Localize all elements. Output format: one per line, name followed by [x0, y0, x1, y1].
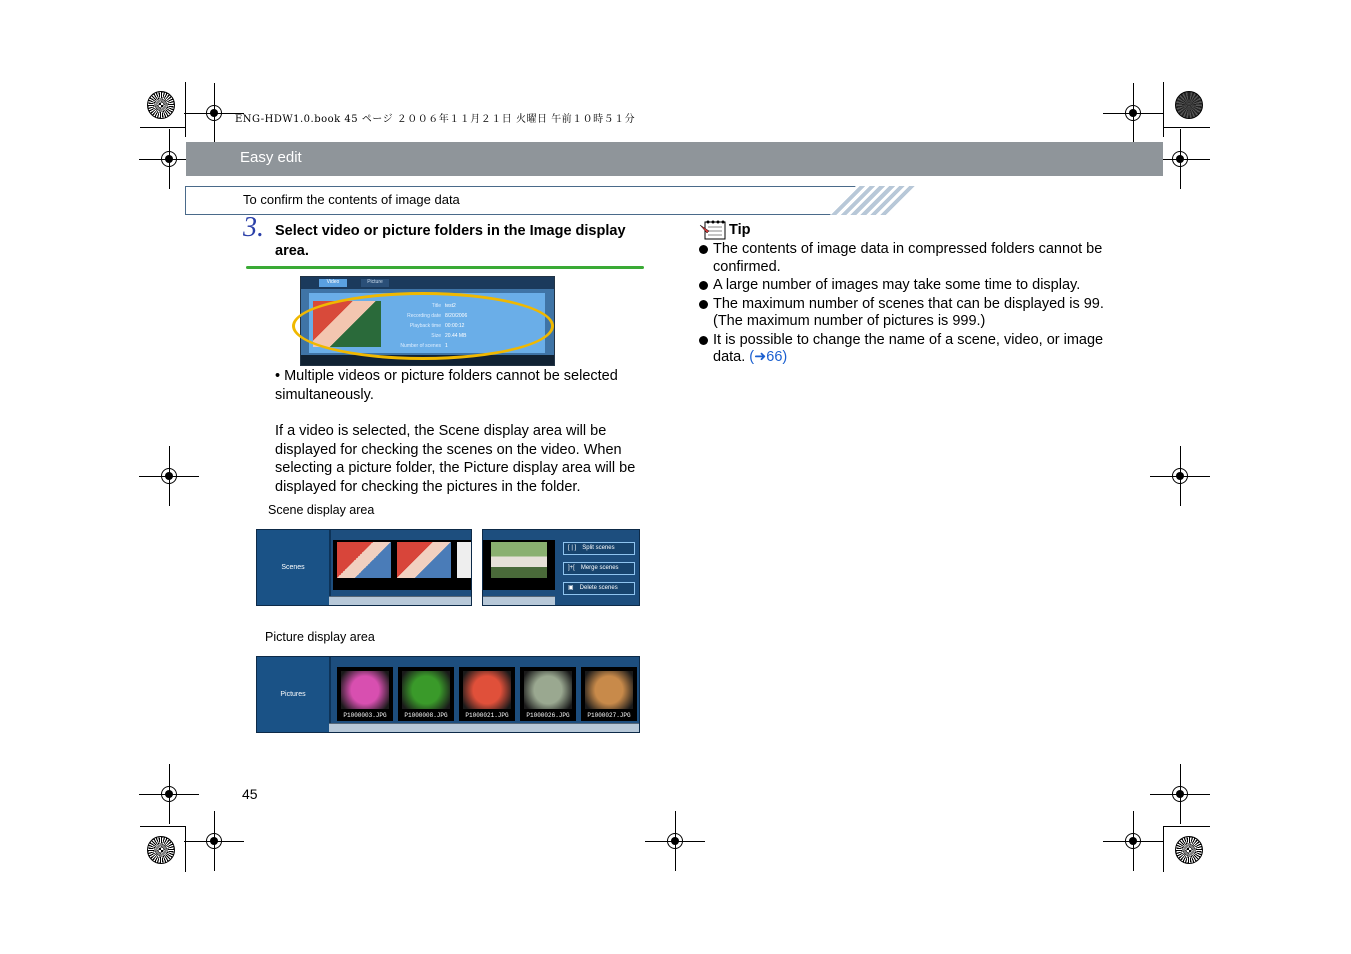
highlight-oval [292, 292, 554, 360]
crop-line [185, 82, 186, 137]
picture-thumbnail[interactable]: P1000003.JPG [337, 667, 393, 721]
book-slug-line: ENG-HDW1.0.book 45 ページ ２００６年１１月２１日 火曜日 午前１０時５１分 [235, 114, 636, 125]
picture-thumbnail[interactable]: P1000008.JPG [398, 667, 454, 721]
tip-list [698, 241, 1118, 368]
picture-image [402, 671, 450, 709]
picture-side-panel [257, 657, 331, 732]
tip-item: A large number of images may take some time to display. [698, 277, 1118, 295]
picture-image [524, 671, 572, 709]
green-divider [246, 266, 644, 269]
picture-thumbnail[interactable]: P1000027.JPG [581, 667, 637, 721]
delete-icon: ▣ [568, 585, 574, 591]
scene-display-area [256, 529, 472, 606]
info-row: Playback time 00:00:12 [409, 323, 465, 329]
scene-display-area-right [482, 529, 640, 606]
info-row: Size 20.44 MB [431, 333, 467, 339]
scene-thumbnail [397, 542, 451, 578]
subsection-header [185, 186, 886, 215]
picture-display-area [256, 656, 640, 733]
picture-thumbnail[interactable]: P1000026.JPG [520, 667, 576, 721]
picture-thumbnail[interactable]: P1000021.JPG [459, 667, 515, 721]
scene-scrollbar[interactable] [329, 596, 471, 605]
page-number: 45 [242, 786, 258, 802]
tip-item: The contents of image data in compressed folders cannot be confirmed. [698, 241, 1118, 276]
scene-thumbnail [491, 542, 547, 578]
tip-item: The maximum number of scenes that can be displayed is 99. (The maximum number of pictures is 999.) [698, 296, 1118, 331]
merge-icon: ]+[ [568, 565, 575, 571]
scene-thumbnails [483, 540, 555, 590]
crop-line [1163, 82, 1164, 137]
tab-bar [301, 277, 554, 289]
picture-image [585, 671, 633, 709]
section-header-bar [186, 142, 1163, 176]
explanation-paragraph: If a video is selected, the Scene display area will be displayed for checking the scenes on the video. When selecting a picture folder, the Picture display area will be displayed for checking the pictures in the folder. [275, 423, 636, 495]
registration-rosette [1175, 91, 1203, 119]
crop-line [185, 826, 186, 872]
registration-rosette [147, 836, 175, 864]
scene-area-caption: Scene display area [268, 503, 375, 517]
picture-area-caption: Picture display area [265, 630, 375, 644]
picture-image [341, 671, 389, 709]
tip-item: It is possible to change the name of a scene, video, or image data. (➜66) [698, 332, 1118, 367]
tab-picture: Picture [361, 279, 389, 287]
page-reference-link[interactable]: (➜66) [749, 349, 788, 365]
note-bullet: • Multiple videos or picture folders cannot be selected simultaneously. [275, 368, 618, 403]
split-icon: [ | ] [568, 545, 577, 551]
pictures-label: Pictures [280, 691, 306, 698]
info-row: Title test2 [431, 303, 456, 309]
step-instruction: Select video or picture folders in the Image display area. [275, 223, 626, 259]
tab-video: Video [319, 279, 347, 287]
registration-rosette [147, 91, 175, 119]
section-title: Easy edit [240, 149, 302, 166]
merge-scenes-button[interactable]: ]+[ Merge scenes [563, 562, 635, 575]
tip-heading: Tip [729, 222, 751, 238]
subsection-title: To confirm the contents of image data [243, 192, 460, 207]
scene-side-panel [257, 530, 331, 605]
scene-thumbnails [333, 540, 472, 590]
delete-scenes-button[interactable]: ▣ Delete scenes [563, 582, 635, 595]
crop-line [140, 127, 185, 128]
info-row: Recording date 8/20/2006 [407, 313, 468, 319]
crop-line [140, 826, 185, 827]
scenes-label: Scenes [281, 564, 305, 571]
crop-line [1163, 826, 1164, 872]
scene-scrollbar[interactable] [483, 596, 555, 605]
crop-line [1164, 826, 1210, 827]
crop-line [1164, 127, 1210, 128]
registration-rosette [1175, 836, 1203, 864]
step-number: 3. [243, 212, 264, 243]
scene-thumbnail [337, 542, 391, 578]
split-scenes-button[interactable]: [ | ] Split scenes [563, 542, 635, 555]
picture-scrollbar[interactable] [329, 723, 639, 732]
picture-image [463, 671, 511, 709]
notepad-tip-icon [699, 219, 727, 241]
scene-thumbnail [457, 542, 472, 578]
info-row: Number of scenes 1 [400, 343, 448, 349]
